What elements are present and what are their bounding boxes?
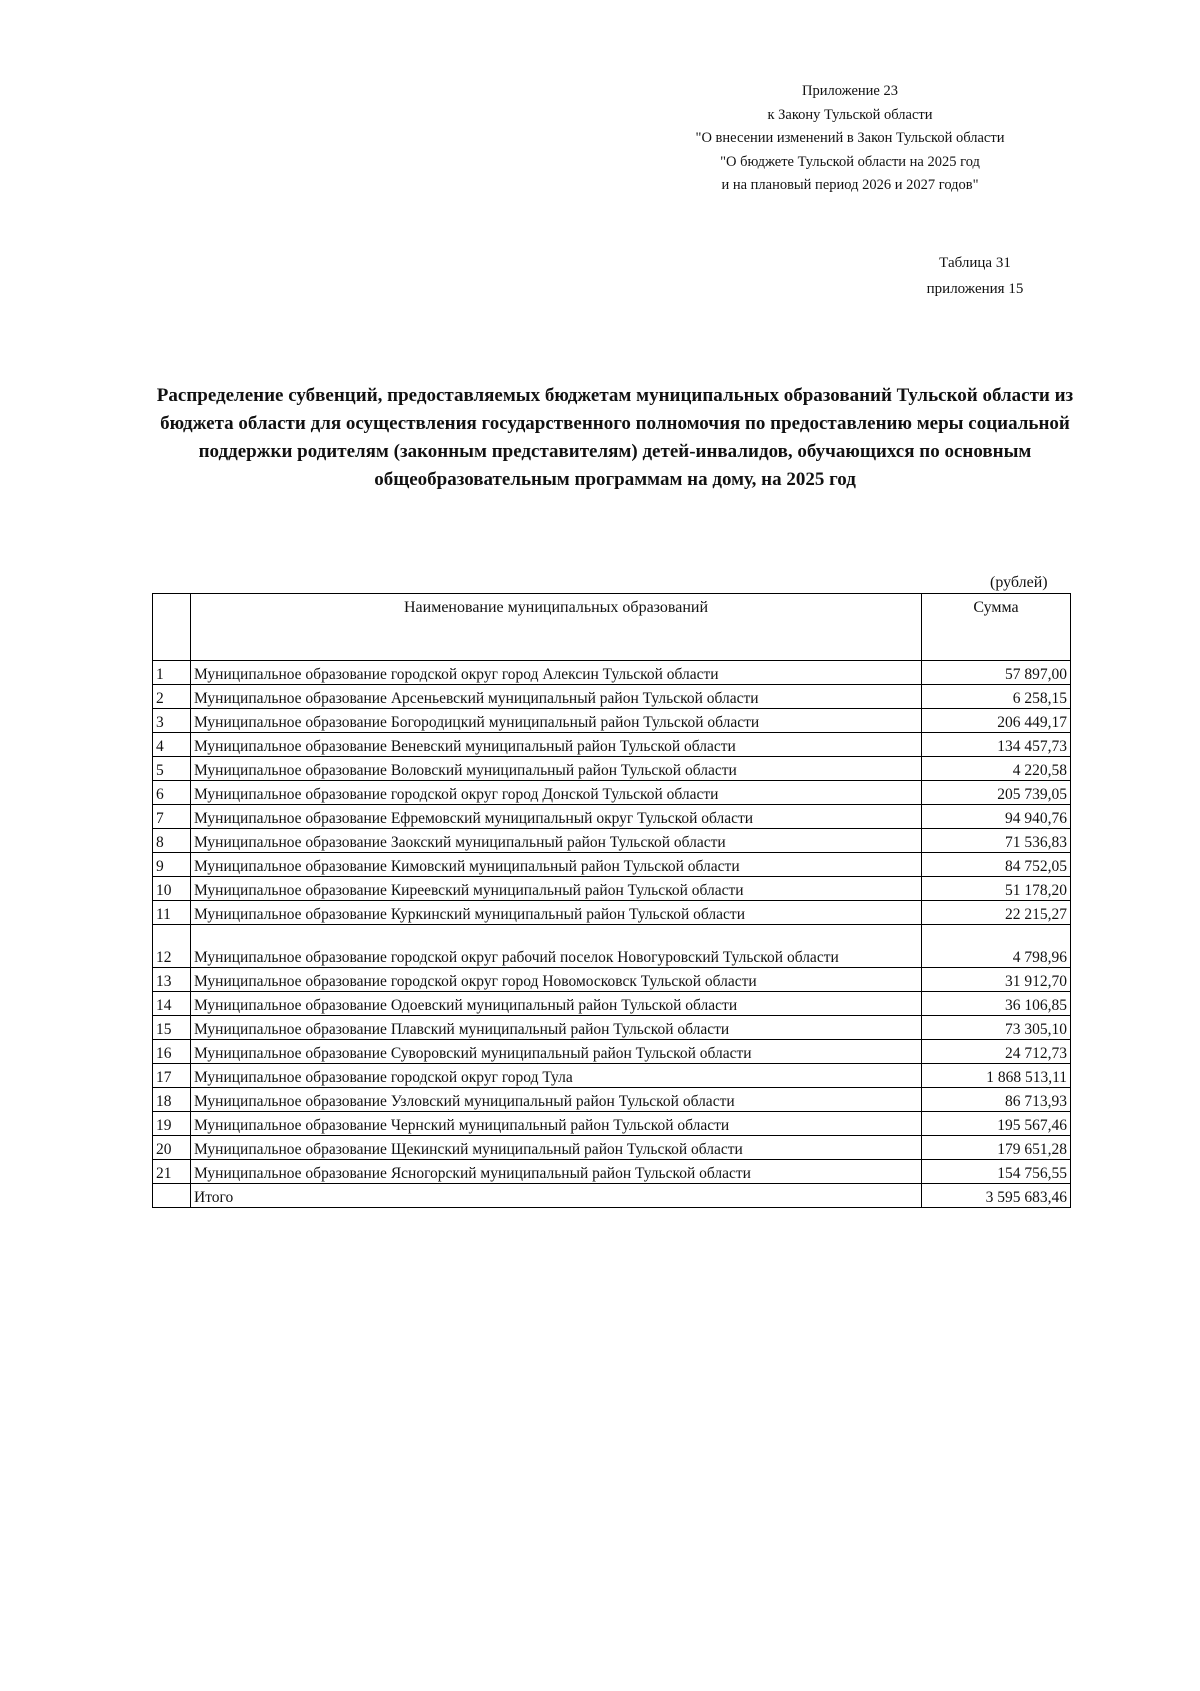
appendix-header <box>640 80 1060 198</box>
row-sum: 4 220,58 <box>922 757 1071 781</box>
row-number: 17 <box>153 1064 191 1088</box>
row-sum: 3 595 683,46 <box>922 1184 1071 1208</box>
row-number: 16 <box>153 1040 191 1064</box>
row-number: 1 <box>153 661 191 685</box>
row-number: 8 <box>153 829 191 853</box>
table-row <box>153 901 1071 925</box>
row-number: 13 <box>153 968 191 992</box>
row-sum: 206 449,17 <box>922 709 1071 733</box>
header-name: Наименование муниципальных образований <box>191 594 922 661</box>
appendix-line-3: "О внесении изменений в Закон Тульской области <box>695 130 1005 146</box>
distribution-table <box>152 593 1071 1208</box>
table-body <box>153 661 1071 1208</box>
table-row <box>153 992 1071 1016</box>
row-number: 2 <box>153 685 191 709</box>
row-number: 3 <box>153 709 191 733</box>
row-sum: 51 178,20 <box>922 877 1071 901</box>
row-sum: 24 712,73 <box>922 1040 1071 1064</box>
row-sum: 84 752,05 <box>922 853 1071 877</box>
table-row <box>153 757 1071 781</box>
row-name: Муниципальное образование Богородицкий муниципальный район Тульской области <box>191 709 922 733</box>
row-name: Муниципальное образование городской округ рабочий поселок Новогуровский Тульской области <box>191 925 922 968</box>
row-name: Муниципальное образование городской округ город Донской Тульской области <box>191 781 922 805</box>
row-number: 19 <box>153 1112 191 1136</box>
row-sum: 71 536,83 <box>922 829 1071 853</box>
row-name: Муниципальное образование Воловский муниципальный район Тульской области <box>191 757 922 781</box>
row-sum: 195 567,46 <box>922 1112 1071 1136</box>
table-row <box>153 925 1071 968</box>
row-sum: 134 457,73 <box>922 733 1071 757</box>
row-name: Муниципальное образование Узловский муниципальный район Тульской области <box>191 1088 922 1112</box>
row-sum: 36 106,85 <box>922 992 1071 1016</box>
table-row <box>153 1088 1071 1112</box>
table-reference-line-2: приложения 15 <box>926 281 1024 297</box>
row-name: Муниципальное образование Заокский муниципальный район Тульской области <box>191 829 922 853</box>
row-name: Муниципальное образование Ефремовский муниципальный округ Тульской области <box>191 805 922 829</box>
row-number: 6 <box>153 781 191 805</box>
row-name: Муниципальное образование Одоевский муниципальный район Тульской области <box>191 992 922 1016</box>
row-number: 14 <box>153 992 191 1016</box>
row-number: 21 <box>153 1160 191 1184</box>
table-row <box>153 733 1071 757</box>
row-name: Муниципальное образование городской округ город Алексин Тульской области <box>191 661 922 685</box>
row-name: Муниципальное образование Веневский муниципальный район Тульской области <box>191 733 922 757</box>
row-name: Муниципальное образование Плавский муниципальный район Тульской области <box>191 1016 922 1040</box>
row-name: Муниципальное образование Щекинский муниципальный район Тульской области <box>191 1136 922 1160</box>
row-number: 9 <box>153 853 191 877</box>
row-name: Муниципальное образование Арсеньевский муниципальный район Тульской области <box>191 685 922 709</box>
table-row <box>153 1016 1071 1040</box>
row-number <box>153 1184 191 1208</box>
row-name: Муниципальное образование Киреевский муниципальный район Тульской области <box>191 877 922 901</box>
row-name: Итого <box>191 1184 922 1208</box>
table-row <box>153 1112 1071 1136</box>
row-sum: 57 897,00 <box>922 661 1071 685</box>
row-sum: 4 798,96 <box>922 925 1071 968</box>
row-sum: 86 713,93 <box>922 1088 1071 1112</box>
table-reference <box>900 250 1050 302</box>
units-label: (рублей) <box>990 574 1048 591</box>
table-row <box>153 685 1071 709</box>
table-row <box>153 1040 1071 1064</box>
row-name: Муниципальное образование городской округ город Тула <box>191 1064 922 1088</box>
row-number: 12 <box>153 925 191 968</box>
row-sum: 1 868 513,11 <box>922 1064 1071 1088</box>
row-sum: 31 912,70 <box>922 968 1071 992</box>
row-sum: 179 651,28 <box>922 1136 1071 1160</box>
table-row <box>153 805 1071 829</box>
row-number: 18 <box>153 1088 191 1112</box>
appendix-line-5: и на плановый период 2026 и 2027 годов" <box>721 177 979 193</box>
header-number <box>153 594 191 661</box>
row-number: 10 <box>153 877 191 901</box>
document-title: Распределение субвенций, предоставляемых бюджетам муниципальных образований Тульской области из бюджета области для осуществления государственного полномочия по предоставлению меры социальной поддержки родителям (законным представителям) детей-инвалидов, обучающихся по основным общеобразовательным программам на дому, на 2025 год <box>156 385 1074 490</box>
row-sum: 6 258,15 <box>922 685 1071 709</box>
appendix-line-2: к Закону Тульской области <box>767 106 933 123</box>
table-row <box>153 1136 1071 1160</box>
header-sum: Сумма <box>922 594 1071 661</box>
row-name: Муниципальное образование Ясногорский муниципальный район Тульской области <box>191 1160 922 1184</box>
table-row <box>153 853 1071 877</box>
table-row <box>153 781 1071 805</box>
row-sum: 154 756,55 <box>922 1160 1071 1184</box>
row-name: Муниципальное образование городской округ город Новомосковск Тульской области <box>191 968 922 992</box>
row-sum: 205 739,05 <box>922 781 1071 805</box>
row-name: Муниципальное образование Суворовский муниципальный район Тульской области <box>191 1040 922 1064</box>
row-sum: 22 215,27 <box>922 901 1071 925</box>
table-row <box>153 968 1071 992</box>
table-row <box>153 877 1071 901</box>
table-row <box>153 1064 1071 1088</box>
row-name: Муниципальное образование Чернский муниципальный район Тульской области <box>191 1112 922 1136</box>
table-row <box>153 709 1071 733</box>
row-number: 20 <box>153 1136 191 1160</box>
row-sum: 94 940,76 <box>922 805 1071 829</box>
table-header-row <box>153 594 1071 661</box>
appendix-line-4: "О бюджете Тульской области на 2025 год <box>720 153 980 170</box>
row-number: 11 <box>153 901 191 925</box>
row-number: 4 <box>153 733 191 757</box>
row-sum: 73 305,10 <box>922 1016 1071 1040</box>
table-row <box>153 661 1071 685</box>
row-number: 5 <box>153 757 191 781</box>
table-reference-line-1: Таблица 31 <box>939 255 1011 271</box>
row-name: Муниципальное образование Куркинский муниципальный район Тульской области <box>191 901 922 925</box>
row-name: Муниципальное образование Кимовский муниципальный район Тульской области <box>191 853 922 877</box>
row-number: 15 <box>153 1016 191 1040</box>
appendix-line-1: Приложение 23 <box>802 83 898 99</box>
row-number: 7 <box>153 805 191 829</box>
table-row <box>153 1160 1071 1184</box>
table-total-row <box>153 1184 1071 1208</box>
table-row <box>153 829 1071 853</box>
